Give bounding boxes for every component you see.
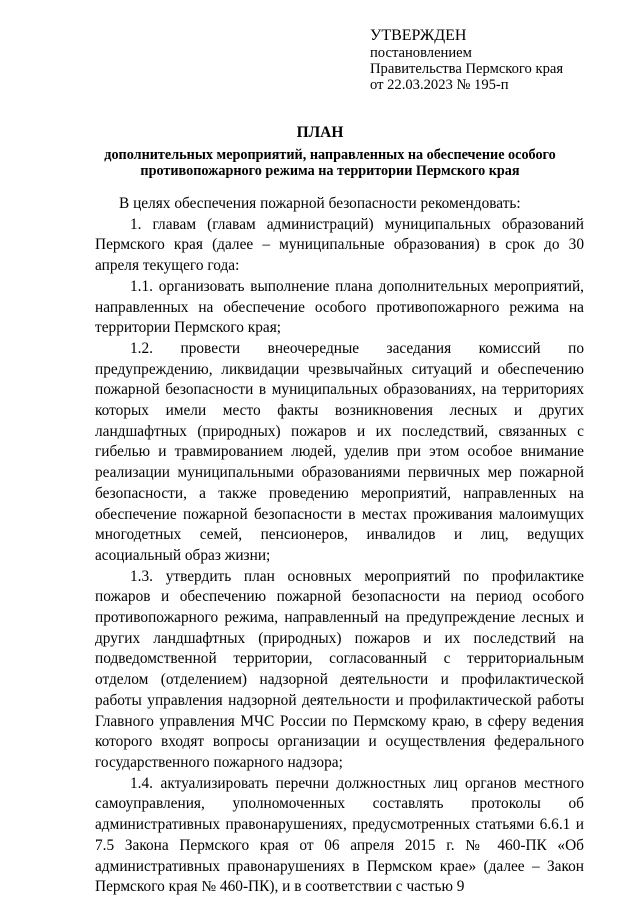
approval-line-resolution: постановлением [370, 45, 472, 61]
approval-stamp [370, 27, 630, 93]
paragraph-1-3: 1.3. утвердить план основных мероприятий по профилактике пожаров и обеспечению пожарной безопасности на период особого противопожарного режима, направленный на предупреждение лесных и других ландшафтных (природных) пожаров и их последствий на подведомственной территории, согласованный с территориальным отделом (отделением) надзорной деятельности и профилактической работы управления надзорной деятельности и профилактической работы Главного управления МЧС России по Пермскому краю, в сферу ведения которого входят вопросы организации и осуществления федерального государственного пожарного надзора; [95, 567, 584, 771]
plan-subtitle: дополнительных мероприятий, направленных на обеспечение особого противопожарного режима на территории Пермского края [104, 147, 556, 179]
approval-title: УТВЕРЖДЕН [370, 27, 467, 44]
approval-line-date-number: от 22.03.2023 № 195-п [370, 77, 509, 93]
plan-title: ПЛАН [296, 124, 344, 141]
intro-paragraph: В целях обеспечения пожарной безопасности рекомендовать: [119, 195, 521, 212]
paragraph-1-4: 1.4. актуализировать перечни должностных лиц органов местного самоуправления, уполномоченных составлять протоколы об административных правонарушениях, предусмотренных статьями 6.6.1 и 7.5 Закона Пермского края от 06 апреля 2015 г. № 460-ПК «Об административных правонарушениях в Пермском крае» (далее – Закон Пермского края № 460-ПК), и в соответствии с частью 9 [95, 774, 584, 896]
paragraph-1-2: 1.2. провести внеочередные заседания комиссий по предупреждению, ликвидации чрезвычайных ситуаций и обеспечению пожарной безопасности в муниципальных образованиях, на территориях которых имели место факты возникновения лесных и других ландшафтных (природных) пожаров и их последствий, связанных с гибелью и травмированием людей, уделив при этом особое внимание реализации муниципальными образованиями первичных мер пожарной безопасности, а также проведению мероприятий, направленных на обеспечение пожарной безопасности в местах проживания малоимущих многодетных семей, пенсионеров, инвалидов и лиц, ведущих асоциальный образ жизни; [95, 339, 584, 564]
document-body [95, 194, 584, 898]
paragraph-1-1: 1.1. организовать выполнение плана дополнительных мероприятий, направленных на обеспечение особого противопожарного режима на территории Пермского края; [95, 277, 584, 337]
paragraph-1: 1. главам (главам администраций) муниципальных образований Пермского края (далее – муниципальные образования) в срок до 30 апреля текущего года: [95, 215, 584, 275]
approval-line-government: Правительства Пермского края [370, 61, 564, 77]
